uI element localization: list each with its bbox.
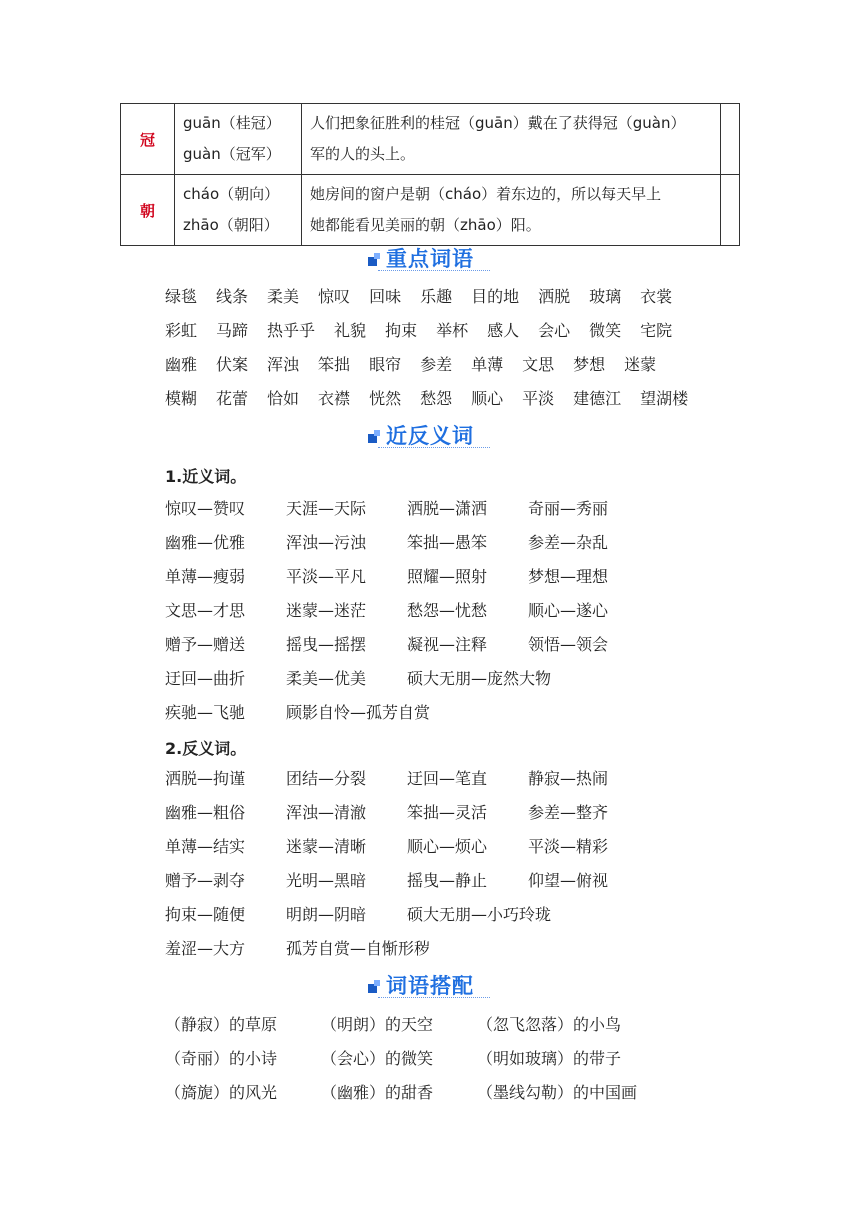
collocation-list bbox=[165, 1008, 638, 1110]
word-pair: 赠予—赠送 bbox=[165, 635, 246, 654]
section-title: 近反义词 bbox=[386, 424, 474, 448]
word-pair: 单薄—结实 bbox=[165, 837, 246, 856]
word-item: 马蹄 bbox=[216, 321, 249, 340]
word-item: 绿毯 bbox=[165, 287, 198, 306]
word-pair: 静寂—热闹 bbox=[528, 769, 609, 788]
word-pair: 仰望—俯视 bbox=[528, 871, 609, 890]
word-pair: 平淡—平凡 bbox=[286, 567, 367, 586]
pair-row bbox=[165, 932, 649, 966]
dotted-underline bbox=[378, 447, 490, 448]
polyphone-char: 朝 bbox=[121, 175, 175, 246]
example-sentence bbox=[302, 104, 721, 175]
word-item: 玻璃 bbox=[589, 287, 622, 306]
key-words-list bbox=[165, 280, 707, 416]
word-pair: 天涯—天际 bbox=[286, 499, 367, 518]
sentence-line: 她都能看见美丽的朝（zhāo）阳。 bbox=[310, 216, 541, 234]
word-pair: 梦想—理想 bbox=[528, 567, 609, 586]
pair-row bbox=[165, 492, 649, 526]
word-pair: 迷蒙—清晰 bbox=[286, 837, 367, 856]
word-item: 幽雅 bbox=[165, 355, 198, 374]
word-pair: 参差—整齐 bbox=[528, 803, 609, 822]
word-item: 浑浊 bbox=[267, 355, 300, 374]
section-title: 词语搭配 bbox=[386, 974, 474, 998]
reading: guān（桂冠） bbox=[183, 114, 281, 132]
word-item: 礼貌 bbox=[334, 321, 367, 340]
word-item: 乐趣 bbox=[420, 287, 453, 306]
word-item: 会心 bbox=[538, 321, 571, 340]
word-item: 单薄 bbox=[471, 355, 504, 374]
section-header-synonyms-antonyms bbox=[368, 420, 493, 450]
pair-row bbox=[165, 594, 649, 628]
word-item: 恰如 bbox=[267, 389, 300, 408]
word-pair: 明朗—阴暗 bbox=[286, 905, 367, 924]
antonym-list bbox=[165, 762, 649, 966]
word-row bbox=[165, 314, 707, 348]
word-pair: 光明—黑暗 bbox=[286, 871, 367, 890]
word-pair: 平淡—精彩 bbox=[528, 837, 609, 856]
reading: guàn（冠军） bbox=[183, 145, 281, 163]
word-item: 衣襟 bbox=[318, 389, 351, 408]
pair-row bbox=[165, 628, 649, 662]
word-pair: 硕大无朋—庞然大物 bbox=[407, 669, 552, 688]
polyphone-row bbox=[121, 104, 740, 175]
word-pair: 硕大无朋—小巧玲珑 bbox=[407, 905, 552, 924]
word-pair: 浑浊—污浊 bbox=[286, 533, 367, 552]
word-pair: 参差—杂乱 bbox=[528, 533, 609, 552]
word-item: 宅院 bbox=[640, 321, 673, 340]
antonym-label: 2.反义词。 bbox=[165, 739, 247, 758]
word-pair: 摇曳—静止 bbox=[407, 871, 488, 890]
collocation-item: （明朗）的天空 bbox=[321, 1015, 434, 1034]
word-item: 愁怨 bbox=[420, 389, 453, 408]
sentence-line: 人们把象征胜利的桂冠（guān）戴在了获得冠（guàn） bbox=[310, 114, 686, 132]
word-item: 感人 bbox=[487, 321, 520, 340]
word-pair: 迷蒙—迷茫 bbox=[286, 601, 367, 620]
word-item: 柔美 bbox=[267, 287, 300, 306]
collocation-item: （墨线勾勒）的中国画 bbox=[477, 1083, 638, 1102]
collocation-item: （忽飞忽落）的小鸟 bbox=[477, 1015, 622, 1034]
word-row bbox=[165, 348, 707, 382]
collocation-item: （奇丽）的小诗 bbox=[165, 1049, 278, 1068]
word-pair: 羞涩—大方 bbox=[165, 939, 246, 958]
word-item: 迷蒙 bbox=[624, 355, 657, 374]
word-pair: 照耀—照射 bbox=[407, 567, 488, 586]
word-item: 回味 bbox=[369, 287, 402, 306]
word-item: 眼帘 bbox=[369, 355, 402, 374]
reading: cháo（朝向） bbox=[183, 185, 280, 203]
collocation-row bbox=[165, 1042, 633, 1076]
word-pair: 幽雅—优雅 bbox=[165, 533, 246, 552]
word-pair: 洒脱—潇洒 bbox=[407, 499, 488, 518]
word-pair: 笨拙—灵活 bbox=[407, 803, 488, 822]
pair-row bbox=[165, 796, 649, 830]
pair-row bbox=[165, 526, 649, 560]
word-pair: 凝视—注释 bbox=[407, 635, 488, 654]
word-pair: 洒脱—拘谨 bbox=[165, 769, 246, 788]
word-item: 彩虹 bbox=[165, 321, 198, 340]
section-title: 重点词语 bbox=[386, 247, 474, 271]
word-item: 微笑 bbox=[589, 321, 622, 340]
word-pair: 幽雅—粗俗 bbox=[165, 803, 246, 822]
collocation-item: （旖旎）的风光 bbox=[165, 1083, 278, 1102]
collocation-row bbox=[165, 1008, 633, 1042]
word-item: 热乎乎 bbox=[267, 321, 316, 340]
word-pair: 疾驰—飞驰 bbox=[165, 703, 246, 722]
word-pair: 团结—分裂 bbox=[286, 769, 367, 788]
word-item: 线条 bbox=[216, 287, 249, 306]
word-pair: 领悟—领会 bbox=[528, 635, 609, 654]
blank-cell bbox=[721, 175, 740, 246]
word-pair: 顾影自怜—孤芳自赏 bbox=[286, 703, 431, 722]
word-item: 顺心 bbox=[471, 389, 504, 408]
polyphone-table bbox=[120, 103, 740, 246]
polyphone-row bbox=[121, 175, 740, 246]
square-bullet-icon bbox=[374, 430, 380, 436]
word-pair: 迂回—曲折 bbox=[165, 669, 246, 688]
word-item: 参差 bbox=[420, 355, 453, 374]
collocation-item: （会心）的微笑 bbox=[321, 1049, 434, 1068]
polyphone-char: 冠 bbox=[121, 104, 175, 175]
square-bullet-icon bbox=[374, 253, 380, 259]
sentence-line: 军的人的头上。 bbox=[310, 145, 416, 163]
word-item: 模糊 bbox=[165, 389, 198, 408]
pair-row bbox=[165, 662, 649, 696]
pair-row bbox=[165, 898, 649, 932]
word-item: 举杯 bbox=[436, 321, 469, 340]
reading: zhāo（朝阳） bbox=[183, 216, 279, 234]
synonym-label: 1.近义词。 bbox=[165, 467, 247, 486]
word-item: 衣裳 bbox=[640, 287, 673, 306]
word-pair: 迂回—笔直 bbox=[407, 769, 488, 788]
word-item: 拘束 bbox=[385, 321, 418, 340]
word-item: 花蕾 bbox=[216, 389, 249, 408]
word-pair: 顺心—烦心 bbox=[407, 837, 488, 856]
word-row bbox=[165, 382, 707, 416]
word-row bbox=[165, 280, 707, 314]
word-pair: 文思—才思 bbox=[165, 601, 246, 620]
word-item: 文思 bbox=[522, 355, 555, 374]
word-pair: 柔美—优美 bbox=[286, 669, 367, 688]
pair-row bbox=[165, 830, 649, 864]
word-item: 伏案 bbox=[216, 355, 249, 374]
word-item: 洒脱 bbox=[538, 287, 571, 306]
section-header-collocations bbox=[368, 970, 493, 1000]
pair-row bbox=[165, 560, 649, 594]
section-header-key-words bbox=[368, 243, 493, 273]
word-pair: 孤芳自赏—自惭形秽 bbox=[286, 939, 431, 958]
synonym-list bbox=[165, 492, 649, 730]
word-item: 望湖楼 bbox=[640, 389, 689, 408]
polyphone-readings bbox=[175, 175, 302, 246]
word-pair: 愁怨—忧愁 bbox=[407, 601, 488, 620]
word-item: 平淡 bbox=[522, 389, 555, 408]
square-bullet-icon bbox=[374, 980, 380, 986]
word-item: 建德江 bbox=[573, 389, 622, 408]
pair-row bbox=[165, 762, 649, 796]
collocation-item: （静寂）的草原 bbox=[165, 1015, 278, 1034]
blank-cell bbox=[721, 104, 740, 175]
dotted-underline bbox=[378, 997, 490, 998]
collocation-item: （明如玻璃）的带子 bbox=[477, 1049, 622, 1068]
example-sentence bbox=[302, 175, 721, 246]
word-pair: 摇曳—摇摆 bbox=[286, 635, 367, 654]
word-pair: 单薄—瘦弱 bbox=[165, 567, 246, 586]
word-pair: 赠予—剥夺 bbox=[165, 871, 246, 890]
word-pair: 拘束—随便 bbox=[165, 905, 246, 924]
pair-row bbox=[165, 696, 649, 730]
pair-row bbox=[165, 864, 649, 898]
word-pair: 惊叹—赞叹 bbox=[165, 499, 246, 518]
collocation-item: （幽雅）的甜香 bbox=[321, 1083, 434, 1102]
word-item: 惊叹 bbox=[318, 287, 351, 306]
polyphone-readings bbox=[175, 104, 302, 175]
word-item: 恍然 bbox=[369, 389, 402, 408]
word-pair: 浑浊—清澈 bbox=[286, 803, 367, 822]
word-item: 目的地 bbox=[471, 287, 520, 306]
word-item: 笨拙 bbox=[318, 355, 351, 374]
sentence-line: 她房间的窗户是朝（cháo）着东边的，所以每天早上 bbox=[310, 185, 662, 203]
word-item: 梦想 bbox=[573, 355, 606, 374]
word-pair: 笨拙—愚笨 bbox=[407, 533, 488, 552]
dotted-underline bbox=[378, 270, 490, 271]
word-pair: 奇丽—秀丽 bbox=[528, 499, 609, 518]
collocation-row bbox=[165, 1076, 638, 1110]
word-pair: 顺心—遂心 bbox=[528, 601, 609, 620]
